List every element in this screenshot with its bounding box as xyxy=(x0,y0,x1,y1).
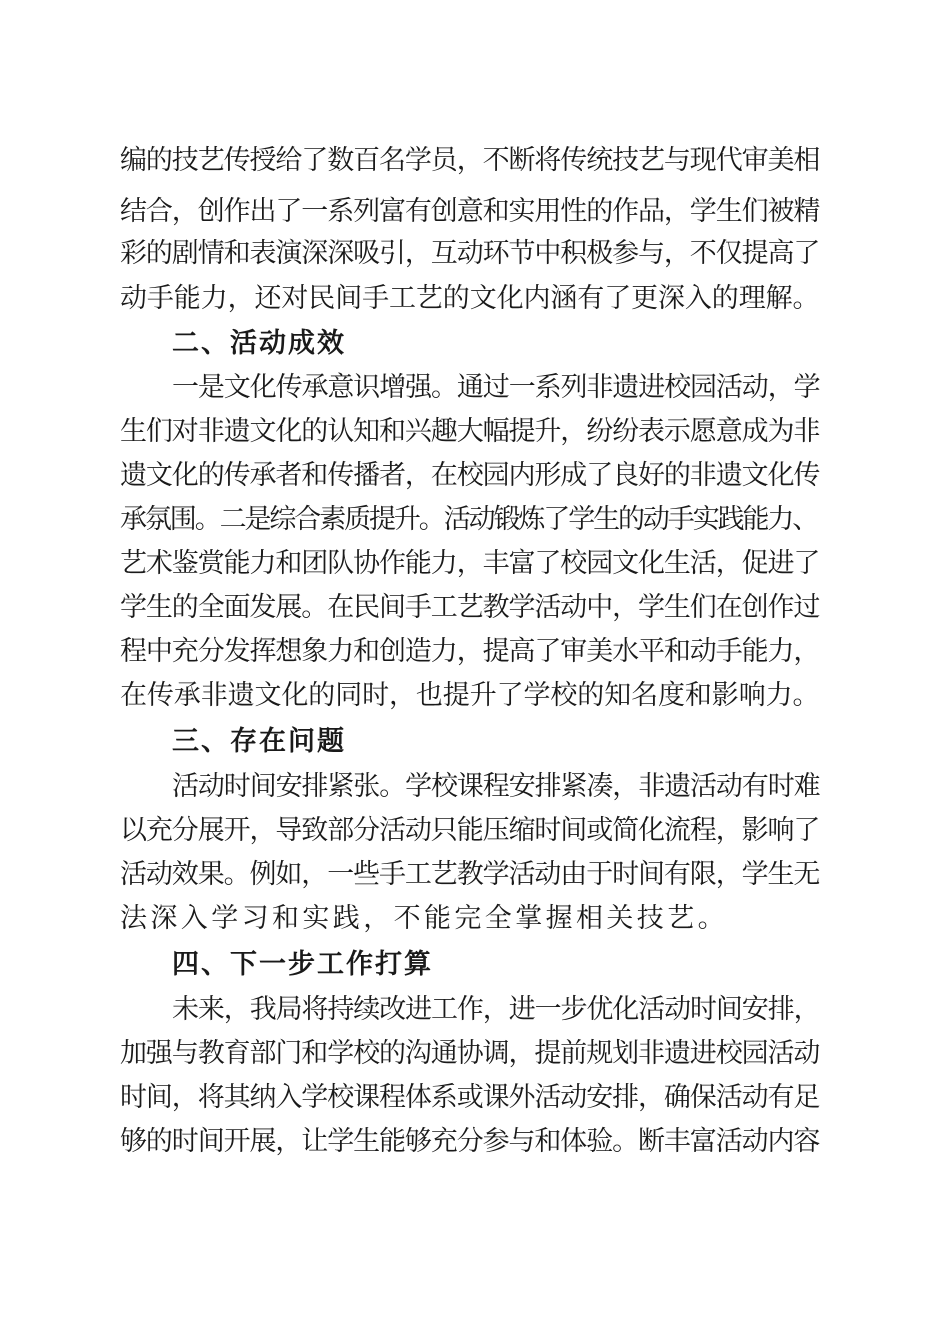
paragraph-line: 编的技艺传授给了数百名学员，不断将传统技艺与现代审美相 xyxy=(120,145,820,176)
paragraph-line: 生们对非遗文化的认知和兴趣大幅提升，纷纷表示愿意成为非 xyxy=(120,416,820,447)
section-heading-results: 二、活动成效 xyxy=(172,328,346,359)
section-heading-problems: 三、存在问题 xyxy=(172,726,346,757)
paragraph-line: 彩的剧情和表演深深吸引，互动环节中积极参与，不仅提高了 xyxy=(120,238,820,269)
paragraph-line: 艺术鉴赏能力和团队协作能力，丰富了校园文化生活，促进了 xyxy=(120,548,820,579)
paragraph-line: 一是文化传承意识增强。通过一系列非遗进校园活动，学 xyxy=(172,372,820,403)
paragraph-line: 承氛围。二是综合素质提升。活动锻炼了学生的动手实践能力、 xyxy=(120,504,818,535)
paragraph-line: 够的时间开展，让学生能够充分参与和体验。断丰富活动内容 xyxy=(120,1126,820,1157)
paragraph-line: 以充分展开，导致部分活动只能压缩时间或简化流程，影响了 xyxy=(120,815,820,846)
paragraph-line: 加强与教育部门和学校的沟通协调，提前规划非遗进校园活动 xyxy=(120,1038,820,1069)
paragraph-line: 遗文化的传承者和传播者，在校园内形成了良好的非遗文化传 xyxy=(120,460,820,491)
paragraph-line: 时间，将其纳入学校课程体系或课外活动安排，确保活动有足 xyxy=(120,1082,820,1113)
paragraph-line: 活动效果。例如，一些手工艺教学活动由于时间有限，学生无 xyxy=(120,859,820,890)
paragraph-line: 动手能力，还对民间手工艺的文化内涵有了更深入的理解。 xyxy=(120,283,820,314)
paragraph-line: 在传承非遗文化的同时，也提升了学校的知名度和影响力。 xyxy=(120,680,820,711)
paragraph-line: 法深入学习和实践，不能完全掌握相关技艺。 xyxy=(120,903,728,934)
paragraph-line: 结合，创作出了一系列富有创意和实用性的作品，学生们被精 xyxy=(120,196,820,227)
section-heading-next-steps: 四、下一步工作打算 xyxy=(172,949,433,980)
paragraph-line: 学生的全面发展。在民间手工艺教学活动中，学生们在创作过 xyxy=(120,592,820,623)
paragraph-line: 未来，我局将持续改进工作，进一步优化活动时间安排， xyxy=(172,994,820,1025)
paragraph-line: 活动时间安排紧张。学校课程安排紧凑，非遗活动有时难 xyxy=(172,771,820,802)
paragraph-line: 程中充分发挥想象力和创造力，提高了审美水平和动手能力， xyxy=(120,636,820,667)
